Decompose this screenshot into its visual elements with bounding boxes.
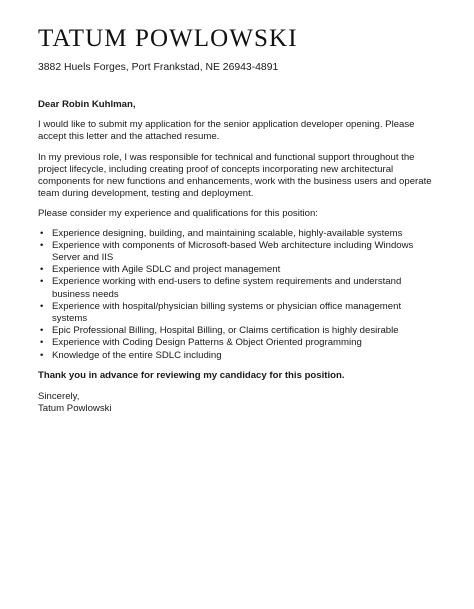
list-item-text: Experience with Coding Design Patterns & Object Oriented programming [52,337,362,349]
list-item-text: Experience with Agile SDLC and project management [52,264,281,276]
applicant-address: 3882 Huels Forges, Port Frankstad, NE 26943-4891 [38,62,279,73]
bullet-icon: • [40,276,44,288]
paragraph-intro: I would like to submit my application for the senior application developer opening. Please accept this letter and the attached resume. [38,119,415,143]
list-item [40,300,438,325]
list-item [40,349,438,362]
paragraph-experience: In my previous role, I was responsible for technical and functional support throughout the project lifecycle, including creating proof of concepts incorporating new architectural components for new functions and enhancements, work with the business users and operate team during development, testing and deployment. [38,151,432,200]
paragraph-qualifications-intro: Please consider my experience and qualifications for this position: [38,208,318,220]
list-item-text: Experience with components of Microsoft-based Web architecture including Windows Server and IIS [52,239,414,264]
list-item-text: Epic Professional Billing, Hospital Billing, or Claims certification is highly desirable [52,325,399,337]
signature-name: Tatum Powlowski [38,403,112,415]
bullet-icon: • [40,349,44,361]
salutation: Dear Robin Kuhlman, [38,99,136,110]
list-item-text: Experience designing, building, and maintaining scalable, highly-available systems [52,227,403,239]
sign-off-block [38,391,438,415]
list-item [40,227,438,240]
letter-body [38,99,438,415]
cover-letter-page [38,24,438,415]
bullet-icon: • [40,300,44,312]
list-item-text: Knowledge of the entire SDLC including [52,349,222,361]
bullet-icon: • [40,325,44,337]
list-item [40,276,438,300]
bullet-icon: • [40,264,44,276]
closing-statement: Thank you in advance for reviewing my candidacy for this position. [38,369,345,381]
list-item [40,325,438,337]
bullet-icon: • [40,239,44,251]
sign-off: Sincerely, [38,391,80,403]
list-item [40,337,438,349]
list-item [40,264,438,276]
list-item-text: Experience working with end-users to define system requirements and understand business needs [52,276,402,300]
list-item [40,239,438,264]
applicant-name: TATUM POWLOWSKI [38,25,298,52]
bullet-icon: • [40,337,44,349]
list-item-text: Experience with hospital/physician billing systems or physician office management systems [52,300,402,325]
bullet-icon: • [40,227,44,239]
qualifications-list [38,228,438,362]
